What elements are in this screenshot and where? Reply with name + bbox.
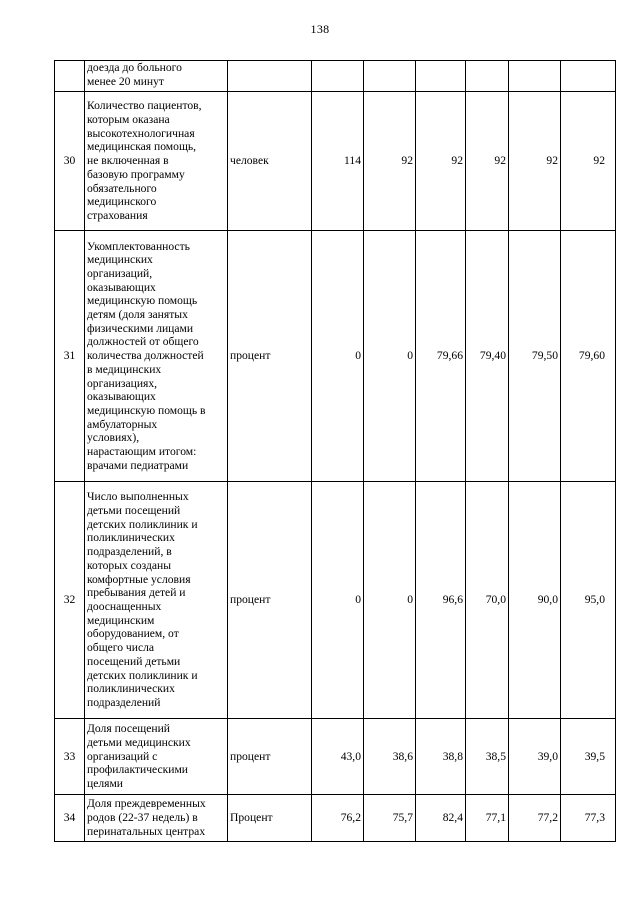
value-cell: 82,4 [416, 795, 466, 842]
value-cell: 79,60 [561, 231, 616, 482]
unit-cell: Процент [228, 795, 312, 842]
value-cell: 92 [509, 92, 561, 231]
unit-cell: процент [228, 231, 312, 482]
value-cell: 114 [312, 92, 364, 231]
value-cell: 79,66 [416, 231, 466, 482]
unit-cell: процент [228, 719, 312, 795]
value-cell [312, 61, 364, 92]
value-cell: 43,0 [312, 719, 364, 795]
value-cell [561, 61, 616, 92]
value-cell: 39,5 [561, 719, 616, 795]
page-number: 138 [310, 22, 330, 36]
value-cell [364, 61, 416, 92]
value-cell: 70,0 [466, 482, 509, 719]
table-row [55, 482, 616, 719]
value-cell: 92 [466, 92, 509, 231]
table-row [55, 719, 616, 795]
row-number [55, 61, 85, 92]
indicator-name: Доля преждевременных родов (22-37 недель) в перинатальных центрах [85, 795, 228, 842]
unit-cell: процент [228, 482, 312, 719]
table-row [55, 231, 616, 482]
value-cell: 96,6 [416, 482, 466, 719]
value-cell: 92 [561, 92, 616, 231]
value-cell: 77,1 [466, 795, 509, 842]
value-cell: 0 [364, 482, 416, 719]
value-cell: 75,7 [364, 795, 416, 842]
value-cell: 79,40 [466, 231, 509, 482]
indicator-name: Число выполненных детьми посещений детских поликлиник и поликлинических подразделений, в которых созданы комфортные условия пребывания детей и дооснащенных медицинским оборудованием, от общего числа посещений детьми детских поликлиник и поликлинических подразделений [85, 482, 228, 719]
row-number: 33 [55, 719, 85, 795]
value-cell: 38,5 [466, 719, 509, 795]
indicator-name: Доля посещений детьми медицинских организаций с профилактическими целями [85, 719, 228, 795]
row-number: 32 [55, 482, 85, 719]
row-number: 30 [55, 92, 85, 231]
value-cell [466, 61, 509, 92]
row-number: 34 [55, 795, 85, 842]
indicators-table [54, 60, 616, 842]
value-cell: 90,0 [509, 482, 561, 719]
value-cell: 38,6 [364, 719, 416, 795]
value-cell [509, 61, 561, 92]
table-row [55, 61, 616, 92]
indicator-name: Укомплектованность медицинских организаций, оказывающих медицинскую помощь детям (доля занятых физическими лицами должностей от общего количества должностей в медицинских организациях, оказывающих медицинскую помощь в амбулаторных условиях), нарастающим итогом: врачами педиатрами [85, 231, 228, 482]
value-cell: 38,8 [416, 719, 466, 795]
value-cell [416, 61, 466, 92]
value-cell: 77,2 [509, 795, 561, 842]
value-cell: 92 [416, 92, 466, 231]
table-row [55, 92, 616, 231]
unit-cell: человек [228, 92, 312, 231]
indicator-name: доезда до больного менее 20 минут [85, 61, 228, 92]
unit-cell [228, 61, 312, 92]
table-row [55, 795, 616, 842]
indicator-name: Количество пациентов, которым оказана высокотехнологичная медицинская помощь, не включенная в базовую программу обязательного медицинского страхования [85, 92, 228, 231]
value-cell: 77,3 [561, 795, 616, 842]
value-cell: 95,0 [561, 482, 616, 719]
value-cell: 76,2 [312, 795, 364, 842]
value-cell: 39,0 [509, 719, 561, 795]
value-cell: 0 [312, 231, 364, 482]
row-number: 31 [55, 231, 85, 482]
value-cell: 0 [364, 231, 416, 482]
value-cell: 0 [312, 482, 364, 719]
value-cell: 79,50 [509, 231, 561, 482]
value-cell: 92 [364, 92, 416, 231]
